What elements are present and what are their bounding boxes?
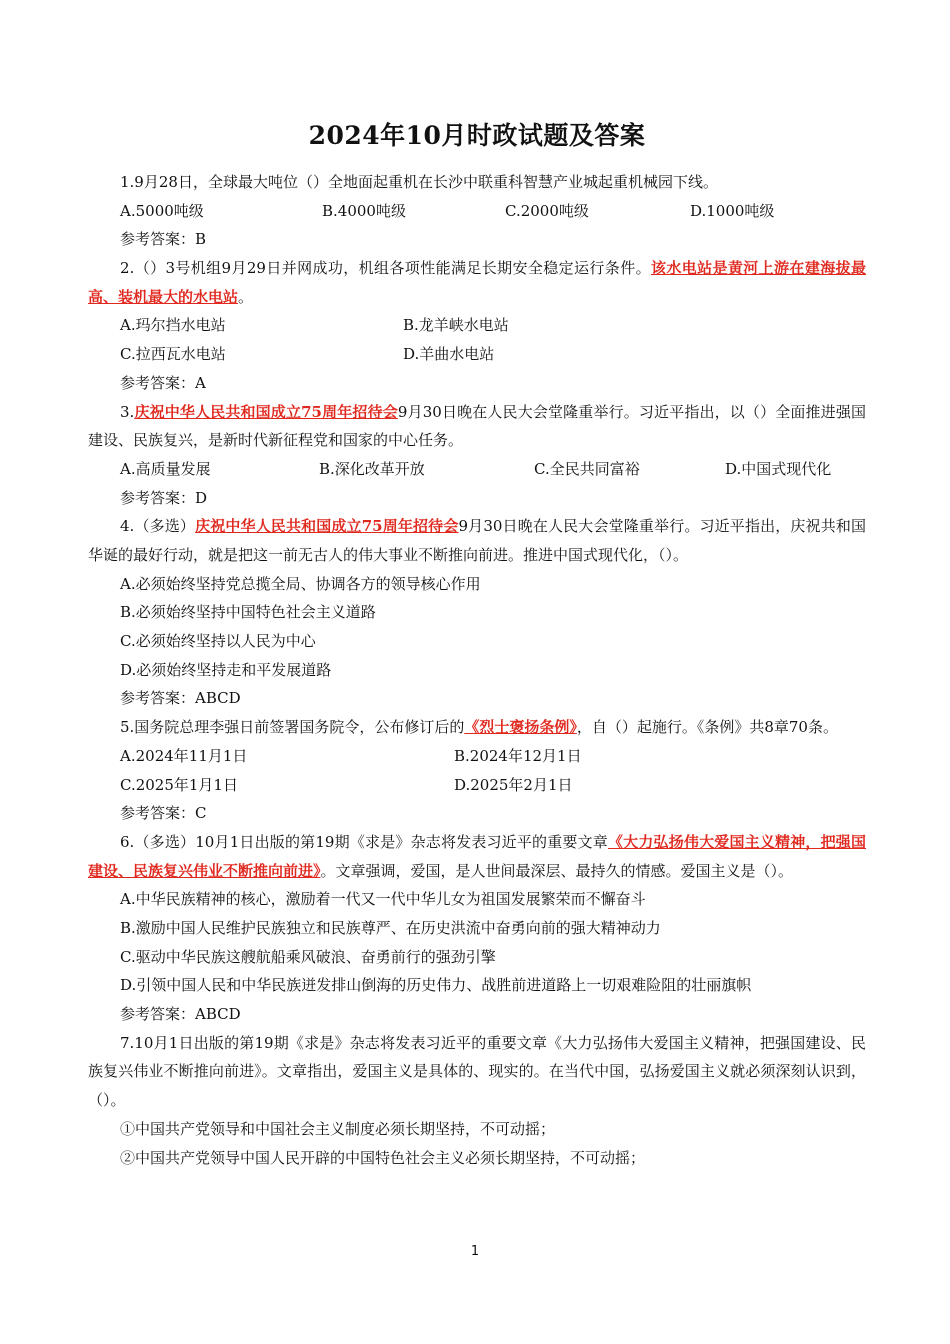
highlighted-text: 《大力弘扬伟大爱国主义精神，把强国建设、民族复兴伟业不断推向前进》 <box>88 832 866 880</box>
question-4-answer: 参考答案：ABCD <box>120 689 241 708</box>
question-1-stem: 1.9月28日，全球最大吨位（）全地面起重机在长沙中联重科智慧产业城起重机械园下线。 <box>120 173 718 191</box>
question-6-option-a: A.中华民族精神的核心，激励着一代又一代中华儿女为祖国发展繁荣而不懈奋斗 <box>120 890 646 909</box>
question-5-options-row-2 <box>88 771 866 800</box>
stem-text: 4.（多选） <box>120 517 196 536</box>
page-number: 1 <box>470 1244 480 1259</box>
option-a: A.2024年11月1日 <box>120 746 248 765</box>
question-2-options-row-2 <box>88 340 866 369</box>
question-6-option-c: C.驱动中华民族这艘航船乘风破浪、奋勇前行的强劲引擎 <box>120 947 496 966</box>
question-6-option-b: B.激励中国人民维护民族独立和民族尊严、在历史洪流中奋勇向前的强大精神动力 <box>120 919 661 938</box>
option-a: A.玛尔挡水电站 <box>120 316 226 335</box>
stem-text: 9月30日晚在人民大会堂隆重举行。习近平指出，以（）全面推进强国建设、民族复兴，是新时代新征程党和国家的中心任务。 <box>88 402 866 450</box>
stem-text: 2.（）3号机组9月29日并网成功，机组各项性能满足长期安全稳定运行条件。 <box>120 259 651 278</box>
question-4-option-c: C.必须始终坚持以人民为中心 <box>120 632 316 651</box>
stem-text: 3. <box>120 402 135 421</box>
option-c: C.拉西瓦水电站 <box>120 345 226 364</box>
stem-text: 。 <box>238 287 254 306</box>
option-d: D.羊曲水电站 <box>403 345 495 364</box>
option-b: B.深化改革开放 <box>319 459 425 478</box>
option-c: C.全民共同富裕 <box>534 459 640 478</box>
option-c: C.2000吨级 <box>505 201 589 220</box>
highlighted-text: 庆祝中华人民共和国成立75周年招待会 <box>134 402 398 421</box>
stem-text: ，自（）起施行。《条例》共8章70条。 <box>576 718 838 737</box>
question-6-stem <box>88 828 866 885</box>
question-2-options-row-1 <box>88 311 866 340</box>
question-4-stem <box>88 512 866 569</box>
document-page <box>88 118 866 1172</box>
question-1-options <box>88 197 866 226</box>
question-7-stem: 7.10月1日出版的第19期《求是》杂志将发表习近平的重要文章《大力弘扬伟大爱国主义精神，把强国建设、民族复兴伟业不断推向前进》。文章指出，爱国主义是具体的、现实的。在当代中国，弘扬爱国主义就必须深刻认识到，（）。 <box>88 1033 866 1110</box>
question-4-option-b: B.必须始终坚持中国特色社会主义道路 <box>120 603 376 622</box>
question-4-option-a: A.必须始终坚持党总揽全局、协调各方的领导核心作用 <box>120 574 481 593</box>
question-5-stem <box>88 713 866 742</box>
question-2-answer: 参考答案：A <box>120 373 206 392</box>
question-3-options <box>88 455 866 484</box>
option-d: D.1000吨级 <box>690 201 775 220</box>
option-d: D.中国式现代化 <box>725 459 832 478</box>
highlighted-text: 该水电站是黄河上游在建海拔最高、装机最大的水电站 <box>88 259 866 306</box>
option-b: B.2024年12月1日 <box>454 746 582 765</box>
question-7-item-2: ②中国共产党领导中国人民开辟的中国特色社会主义必须长期坚持，不可动摇； <box>120 1148 646 1167</box>
option-a: A.5000吨级 <box>120 201 204 220</box>
stem-text: 9月30日晚在人民大会堂隆重举行。习近平指出，庆祝共和国华诞的最好行动，就是把这一前无古人的伟大事业不断推向前进。推进中国式现代化，（）。 <box>88 517 866 565</box>
question-5-options-row-1 <box>88 742 866 771</box>
question-7-item-1: ①中国共产党领导和中国社会主义制度必须长期坚持，不可动摇； <box>120 1119 556 1138</box>
question-6-answer: 参考答案：ABCD <box>120 1005 241 1024</box>
highlighted-text: 《烈士褒扬条例》 <box>464 718 577 737</box>
question-2-stem <box>88 254 866 311</box>
highlighted-text: 庆祝中华人民共和国成立75周年招待会 <box>195 517 459 536</box>
stem-text: 。文章强调，爱国，是人世间最深层、最持久的情感。爱国主义是（）。 <box>320 861 794 880</box>
question-5-answer: 参考答案：C <box>120 804 207 823</box>
option-c: C.2025年1月1日 <box>120 775 238 794</box>
option-a: A.高质量发展 <box>120 459 211 478</box>
stem-text: 5.国务院总理李强日前签署国务院令，公布修订后的 <box>120 718 465 737</box>
question-6-option-d: D.引领中国人民和中华民族迸发排山倒海的历史伟力、战胜前进道路上一切艰难险阻的壮丽旗帜 <box>120 976 752 995</box>
option-b: B.龙羊峡水电站 <box>403 316 509 335</box>
option-b: B.4000吨级 <box>322 201 406 220</box>
document-title: 2024年10月时政试题及答案 <box>308 121 646 150</box>
question-3-answer: 参考答案：D <box>120 488 208 507</box>
question-1-answer: 参考答案：B <box>120 230 207 249</box>
question-3-stem <box>88 398 866 455</box>
question-4-option-d: D.必须始终坚持走和平发展道路 <box>120 660 332 679</box>
stem-text: 6.（多选）10月1日出版的第19期《求是》杂志将发表习近平的重要文章 <box>120 832 608 851</box>
option-d: D.2025年2月1日 <box>454 775 573 794</box>
